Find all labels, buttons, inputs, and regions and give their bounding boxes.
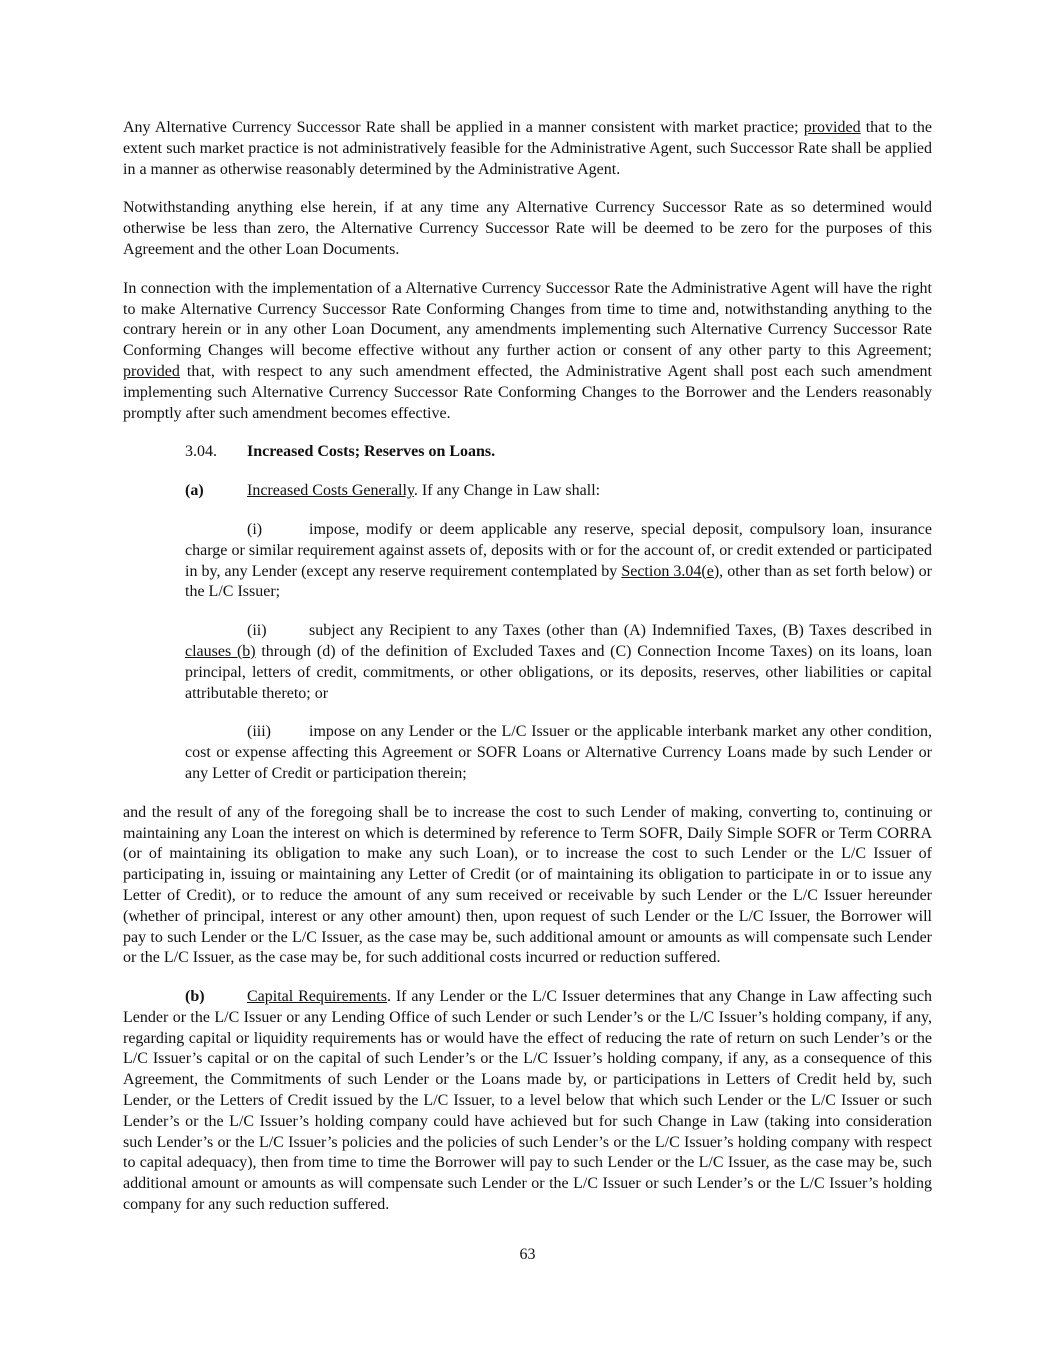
clause-ii	[185, 621, 932, 704]
underlined-text: clauses (b)	[185, 642, 256, 660]
text-run: impose on any Lender or the L/C Issuer or the applicable interbank market any other condition, cost or expense affecting this Agreement or SOFR Loans or Alternative Currency Loans made by such Lender or any Letter of Credit or participation therein;	[185, 723, 932, 782]
paragraph-b-capital-requirements	[123, 987, 932, 1216]
underlined-text: provided	[123, 362, 180, 380]
paragraph-label: (ii)	[247, 622, 267, 640]
text-run: . If any Change in Law shall:	[413, 482, 601, 500]
text-run: , other than as set forth below) or the L/C Issuer;	[185, 562, 933, 601]
text-run: subject any Recipient to any Taxes (other than (A) Indemnified Taxes, (B) Taxes described in	[309, 622, 932, 640]
paragraph-conforming-changes	[123, 279, 932, 425]
underlined-text: Section 3.04(e)	[621, 562, 720, 580]
paragraph-result-of-foregoing	[123, 803, 932, 969]
paragraph-label: (iii)	[247, 723, 271, 741]
text-run: and the result of any of the foregoing shall be to increase the cost to such Lender of making, converting to, continuing or maintaining any Loan the interest on which is determined by reference to Term SOFR, Daily Simple SOFR or Term CORRA (or of maintaining its obligation to make any such Loan), or to increase the cost to such Lender or the L/C Issuer of participating in, issuing or maintaining any Letter of Credit (or of maintaining its obligation to participate in or to issue any Letter of Credit), or to reduce the amount of any sum received or receivable by such Lender or the L/C Issuer hereunder (whether of principal, interest or any other amount) then, upon request of such Lender or the L/C Issuer, the Borrower will pay to such Lender or the L/C Issuer, as the case may be, such additional amount or amounts as will compensate such Lender or the L/C Issuer, as the case may be, for such additional costs incurred or reduction suffered.	[123, 803, 932, 967]
underlined-text: provided	[803, 119, 861, 136]
clause-iii	[185, 722, 932, 784]
text-run: . If any Lender or the L/C Issuer determines that any Change in Law affecting such Lender or the L/C Issuer or any Lending Office of such Lender or such Lender’s or the L/C Issuer’s holding company, if any, regarding capital or liquidity requirements has or would have the effect of reducing the rate of return on such Lender’s or the L/C Issuer’s capital or on the capital of such Lender’s or the L/C Issuer’s holding company, if any, as a consequence of this Agreement, the Commitments of such Lender or the Loans made by, or participations in Letters of Credit held by, such Lender, or the Letters of Credit issued by the L/C Issuer, to a level below that which such Lender or the L/C Issuer or such Lender’s or the L/C Issuer’s holding company could have achieved but for such Change in Law (taking into consideration such Lender’s or the L/C Issuer’s policies and the policies of such Lender’s or the L/C Issuer’s holding company with respect to capital adequacy), then from time to time the Borrower will pay to such Lender or the L/C Issuer, as the case may be, such additional amount or amounts as will compensate such Lender or the L/C Issuer or such Lender’s or the L/C Issuer’s holding company for any such reduction suffered.	[123, 988, 933, 1214]
text-run: Any Alternative Currency Successor Rate shall be applied in a manner consistent with market practice;	[123, 119, 804, 136]
paragraph-label: (b)	[185, 988, 205, 1006]
text-run: through (d) of the definition of Excluded Taxes and (C) Connection Income Taxes) on its loans, loan principal, letters of credit, commitments, or other obligations, or its deposits, reserves, other liabilities or capital attributable thereto; or	[185, 642, 933, 702]
page-number: 63	[519, 1246, 536, 1263]
paragraph-label: 3.04.	[185, 443, 217, 461]
text-run: that to the extent such market practice is not administratively feasible for the Administrative Agent, such Successor Rate shall be applied in a manner as otherwise reasonably determined by the Administrative Agent.	[123, 119, 933, 178]
paragraph-label: (a)	[185, 482, 204, 500]
paragraph-a-increased-costs-generally	[123, 481, 932, 502]
underlined-text: Increased Costs Generally	[247, 482, 414, 500]
text-run: In connection with the implementation of a Alternative Currency Successor Rate the Administrative Agent will have the right to make Alternative Currency Successor Rate Conforming Changes from time to time and, notwithstanding anything to the contrary herein or in any other Loan Document, any amendments implementing such Alternative Currency Successor Rate Conforming Changes will become effective without any further action or consent of any other party to this Agreement;	[123, 279, 932, 360]
paragraph-successor-rate-application	[123, 118, 932, 180]
document-body	[123, 118, 932, 1234]
paragraph-label: (i)	[247, 520, 263, 538]
section-heading-3-04	[123, 442, 932, 463]
underlined-text: Capital Requirements	[247, 988, 387, 1006]
text-run: impose, modify or deem applicable any reserve, special deposit, compulsory loan, insurance charge or similar requirement against assets of, deposits with or for the account of, or credit extended or participated in by, any Lender (except any reserve requirement contemplated by	[185, 520, 932, 580]
text-run: Increased Costs; Reserves on Loans.	[247, 443, 496, 461]
text-run: that, with respect to any such amendment effected, the Administrative Agent shall post each such amendment implementing such Alternative Currency Successor Rate Conforming Changes to the Borrower and the Lenders reasonably promptly after such amendment becomes effective.	[123, 362, 932, 422]
text-run: Notwithstanding anything else herein, if at any time any Alternative Currency Successor Rate as so determined would otherwise be less than zero, the Alternative Currency Successor Rate will be deemed to be zero for the purposes of this Agreement and the other Loan Documents.	[123, 199, 932, 258]
paragraph-zero-floor	[123, 198, 932, 260]
clause-i	[185, 520, 932, 603]
